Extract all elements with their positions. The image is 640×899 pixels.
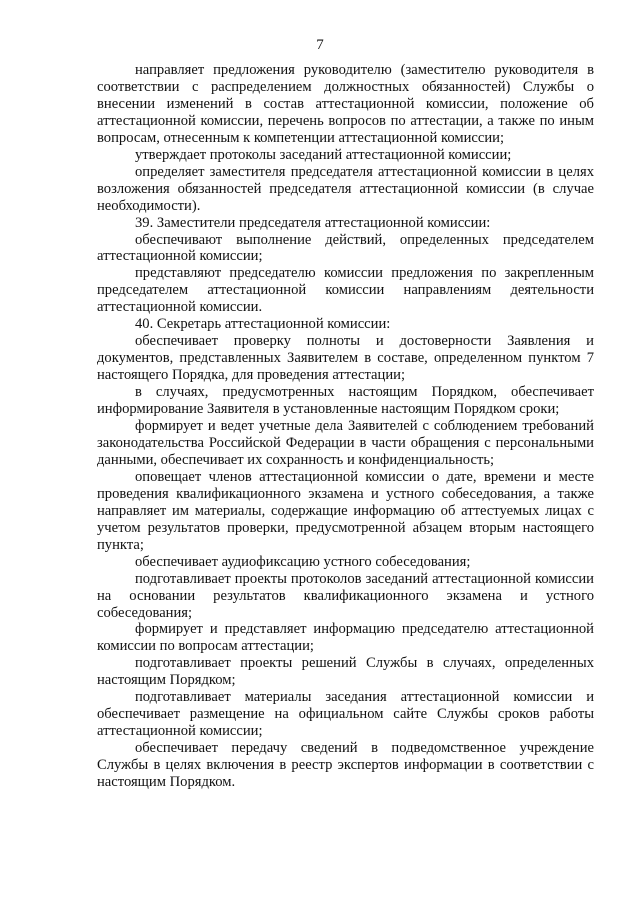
- paragraph: представляют председателю комиссии предложения по закрепленным председателем аттестационной комиссии направлениям деятельности аттестационной комиссии.: [97, 265, 594, 316]
- paragraph: обеспечивают выполнение действий, определенных председателем аттестационной комиссии;: [97, 231, 594, 265]
- paragraph: обеспечивает проверку полноты и достоверности Заявления и документов, представленных Заявителем в составе, определенном пунктом 7 настоящего Порядка, для проведения аттестации;: [97, 333, 594, 384]
- paragraph: утверждает протоколы заседаний аттестационной комиссии;: [135, 146, 512, 163]
- page-number: 7: [316, 37, 324, 53]
- paragraph: в случаях, предусмотренных настоящим Порядком, обеспечивает информирование Заявителя в установленные настоящим Порядком сроки;: [97, 384, 594, 418]
- paragraph: формирует и ведет учетные дела Заявителей с соблюдением требований законодательства Российской Федерации в части обращения с персональными данными, обеспечивает их сохранность и конфиденциальность;: [97, 418, 594, 468]
- paragraph: 39. Заместители председателя аттестационной комиссии:: [135, 214, 491, 231]
- paragraph: определяет заместителя председателя аттестационной комиссии в целях возложения обязанностей председателя аттестационной комиссии (в случае необходимости).: [97, 163, 594, 214]
- document-body: [97, 62, 594, 791]
- paragraph: оповещает членов аттестационной комиссии о дате, времени и месте проведения квалификационного экзамена и устного собеседования, а также направляет им материалы, содержащие информацию об аттестуемых лицах с учетом результатов проверки, предусмотренной абзацем вторым настоящего пункта;: [97, 468, 594, 553]
- paragraph: 40. Секретарь аттестационной комиссии:: [135, 316, 391, 333]
- paragraph: подготавливает проекты решений Службы в случаях, определенных настоящим Порядком;: [97, 655, 594, 689]
- paragraph: направляет предложения руководителю (заместителю руководителя в соответствии с распределением должностных обязанностей) Службы о внесении изменений в состав аттестационной комиссии, положение об аттестационной комиссии, перечень вопросов по аттестации, а также по иным вопросам, отнесенным к компетенции аттестационной комиссии;: [97, 62, 594, 146]
- paragraph: подготавливает материалы заседания аттестационной комиссии и обеспечивает размещение на официальном сайте Службы сроков работы аттестационной комиссии;: [97, 689, 594, 740]
- paragraph: обеспечивает передачу сведений в подведомственное учреждение Службы в целях включения в реестр экспертов информации в соответствии с настоящим Порядком.: [97, 740, 594, 791]
- paragraph: подготавливает проекты протоколов заседаний аттестационной комиссии на основании результатов квалификационного экзамена и устного собеседования;: [97, 570, 594, 621]
- paragraph: формирует и представляет информацию председателю аттестационной комиссии по вопросам аттестации;: [97, 621, 594, 655]
- paragraph: обеспечивает аудиофиксацию устного собеседования;: [135, 553, 471, 570]
